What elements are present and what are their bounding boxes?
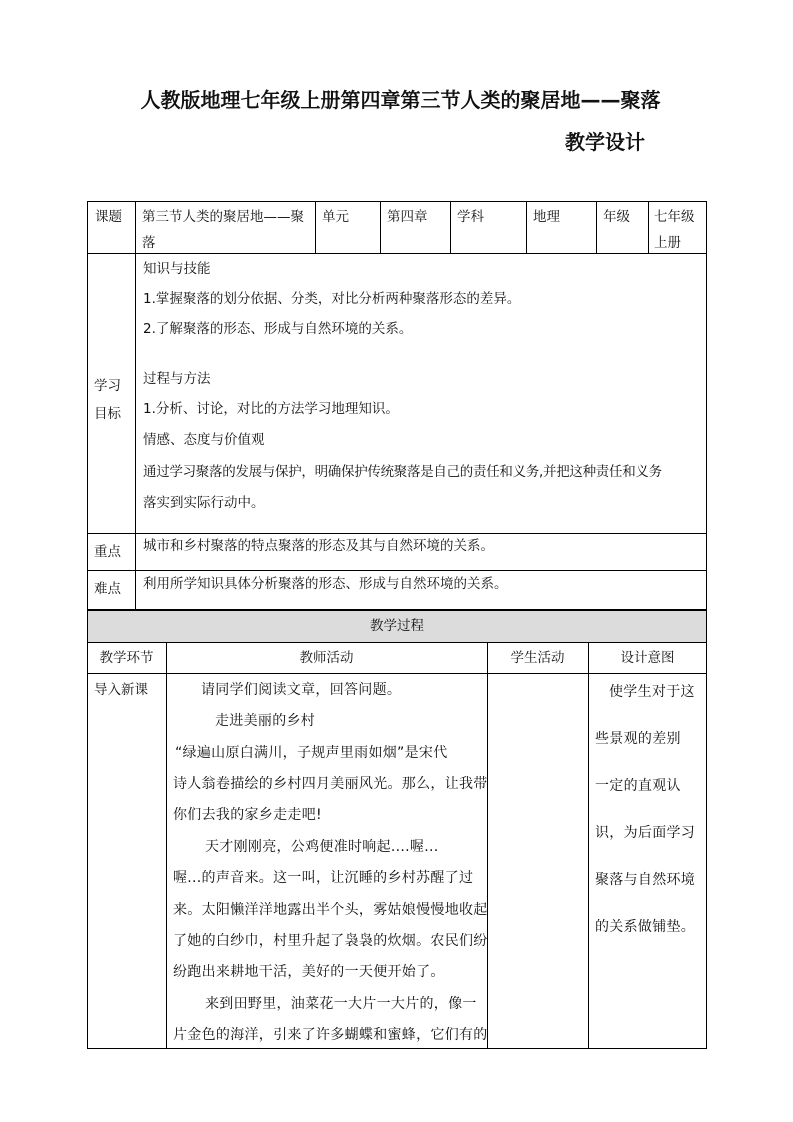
subject-value: 地理 xyxy=(533,209,560,225)
teacher-line: 来到田野里，油菜花一大片一大片的，像一 xyxy=(205,996,477,1012)
intent-line: 一定的直观认 xyxy=(595,778,681,794)
label-course: 课题 xyxy=(95,209,122,225)
intent-line: 的关系做铺垫。 xyxy=(595,919,696,935)
document-title: 人教版地理七年级上册第四章第三节人类的聚居地——聚落 xyxy=(140,88,661,112)
intent-line: 些景观的差别 xyxy=(595,731,681,747)
unit-value: 第四章 xyxy=(387,209,428,225)
difficult-point-text: 利用所学知识具体分析聚落的形态、形成与自然环境的关系。 xyxy=(143,576,508,592)
label-grade: 年级 xyxy=(603,209,630,225)
teacher-line: 诗人翁卷描绘的乡村四月美丽风光。那么，让我带 xyxy=(173,776,488,792)
emotion-text-line2: 落实到实际行动中。 xyxy=(143,495,265,511)
teacher-line: 请同学们阅读文章，回答问题。 xyxy=(201,682,402,698)
header-design-intent: 设计意图 xyxy=(620,650,675,666)
label-objectives: 学习目标 xyxy=(94,378,121,422)
label-key-point: 重点 xyxy=(94,544,121,560)
emotion-heading: 情感、态度与价值观 xyxy=(143,432,265,448)
label-difficult-point: 难点 xyxy=(94,581,121,597)
course-value: 第三节人类的聚居地——聚落 xyxy=(142,209,304,251)
teacher-line: 片金色的海洋，引来了许多蝴蝶和蜜蜂，它们有的 xyxy=(173,1027,488,1043)
label-unit: 单元 xyxy=(322,209,349,225)
teacher-line: 走进美丽的乡村 xyxy=(215,713,316,729)
knowledge-item-1: 1.掌握聚落的划分依据、分类，对比分析两种聚落形态的差异。 xyxy=(143,291,521,307)
process-heading: 过程与方法 xyxy=(143,371,211,387)
header-stage: 教学环节 xyxy=(99,650,154,666)
grade-value: 七年级上册 xyxy=(654,209,695,251)
teacher-line: 天才刚刚亮，公鸡便准时响起....喔... xyxy=(205,839,439,855)
knowledge-item-2: 2.了解聚落的形态、形成与自然环境的关系。 xyxy=(143,321,413,337)
intent-line: 聚落与自然环境 xyxy=(595,872,696,888)
emotion-text-line1: 通过学习聚落的发展与保护，明确保护传统聚落是自己的责任和义务,并把这种责任和义务 xyxy=(143,464,662,480)
intent-line: 使学生对于这 xyxy=(609,684,695,700)
document-subtitle: 教学设计 xyxy=(565,130,645,154)
teacher-line: “绿遍山原白满川，子规声里雨如烟”是宋代 xyxy=(175,745,448,761)
teacher-line: 纷跑出来耕地干活，美好的一天便开始了。 xyxy=(173,964,445,980)
teacher-line: 来。太阳懒洋洋地露出半个头，雾姑娘慢慢地收起 xyxy=(173,902,488,918)
key-point-text: 城市和乡村聚落的特点聚落的形态及其与自然环境的关系。 xyxy=(143,538,494,554)
intent-line: 识，为后面学习 xyxy=(595,825,696,841)
teacher-line: 喔...的声音来。这一叫，让沉睡的乡村苏醒了过 xyxy=(173,870,474,886)
label-subject: 学科 xyxy=(457,209,484,225)
header-teacher-activity: 教师活动 xyxy=(299,650,354,666)
teacher-line: 你们去我的家乡走走吧! xyxy=(173,807,322,823)
process-section-title: 教学过程 xyxy=(370,618,424,634)
header-student-activity: 学生活动 xyxy=(510,650,565,666)
stage-intro: 导入新课 xyxy=(94,682,148,698)
knowledge-heading: 知识与技能 xyxy=(143,261,211,277)
process-item-1: 1.分析、讨论，对比的方法学习地理知识。 xyxy=(143,401,399,417)
teacher-line: 了她的白纱巾，村里升起了袅袅的炊烟。农民们纷 xyxy=(173,933,488,949)
